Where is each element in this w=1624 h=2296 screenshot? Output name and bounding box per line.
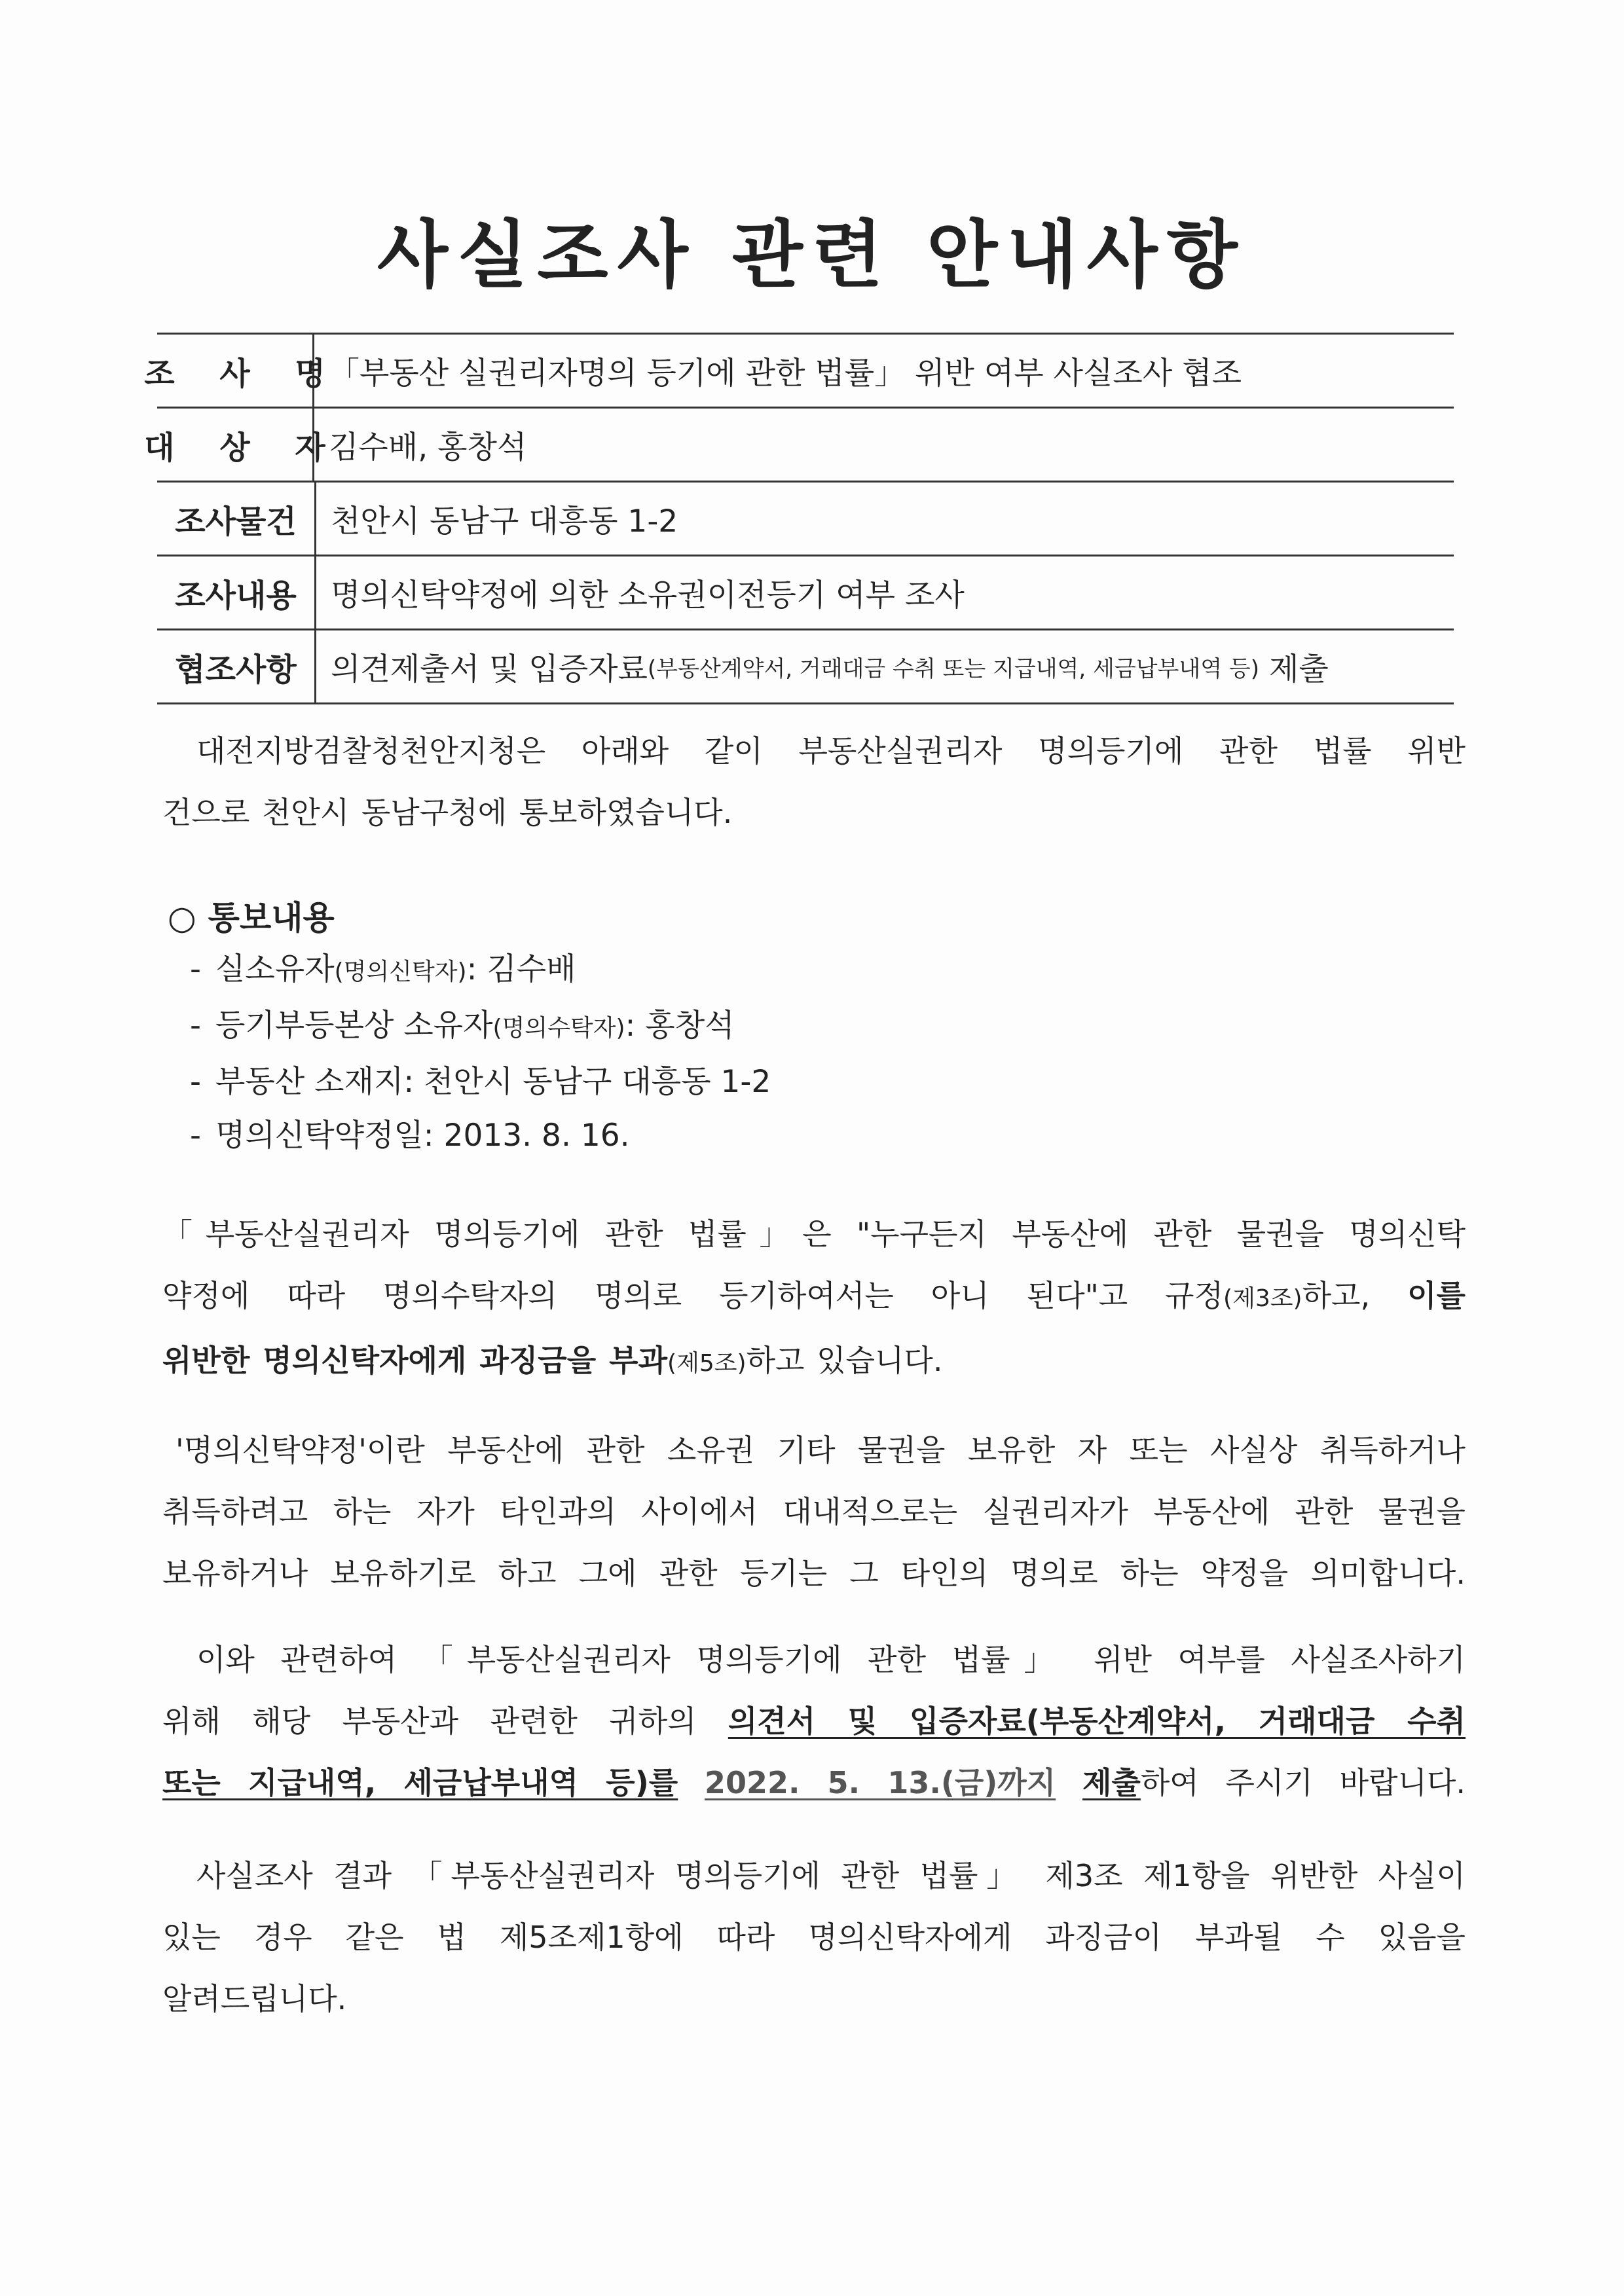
intro-line: 대전지방검찰청천안지청은 아래와 같이 부동산실권리자 명의등기에 관한 법률 위반 (196, 733, 1466, 769)
info-value: 「부동산 실권리자명의 등기에 관한 법률」 위반 여부 사실조사 협조 (329, 355, 1242, 392)
info-label: 조사내용 (157, 556, 316, 629)
notice-heading (168, 892, 335, 939)
intro-paragraph (162, 720, 1466, 843)
definition-line: 보유하거나 보유하기로 하고 그에 관한 등기는 그 타인의 명의로 하는 약정을 의미합니다. (162, 1556, 1466, 1591)
notice-item (190, 1109, 771, 1163)
deadline-date: 2022. 5. 13.(금)까지 (704, 1765, 1056, 1800)
notice-item-value: : 홍창석 (625, 1008, 735, 1044)
circle-bullet-icon: ○ (168, 899, 196, 937)
info-label: 협조사항 (157, 630, 316, 702)
info-row (144, 409, 1454, 483)
request-line: 또는 지급내역, 세금납부내역 등)를 2022. 5. 13.(금)까지 제출하여 주시기 바랍니다. (162, 1765, 1466, 1800)
definition-paragraph (162, 1419, 1466, 1604)
result-line: 있는 경우 같은 법 제5조제1항에 따라 명의신탁자에게 과징금이 부과될 수 있음을 (162, 1920, 1466, 1955)
notice-item-detail: (명의신탁자) (334, 958, 467, 985)
notice-item-detail: (명의수탁자) (492, 1015, 625, 1042)
law-line: 「부동산실권리자 명의등기에 관한 법률」은 "누구든지 부동산에 관한 물권을 명의신탁 (162, 1216, 1466, 1252)
notice-item-text: 부동산 소재지: 천안시 동남구 대흥동 1-2 (215, 1064, 771, 1100)
notice-item-value: : 김수배 (466, 951, 576, 987)
info-row (157, 556, 1454, 630)
request-line: 위해 해당 부동산과 관련한 귀하의 의견서 및 입증자료(부동산계약서, 거래대금 수취 (162, 1704, 1466, 1739)
dash-bullet-icon: - (190, 951, 201, 987)
notice-item-text: 실소유자 (215, 951, 335, 987)
info-table (144, 333, 1454, 704)
notice-heading-text: 통보내용 (208, 899, 335, 937)
notice-item-text: 등기부등본상 소유자 (215, 1008, 493, 1044)
dash-bullet-icon: - (190, 1118, 201, 1154)
law-line: 약정에 따라 명의수탁자의 명의로 등기하여서는 아니 된다"고 규정(제3조)하고, 이를 (162, 1278, 1466, 1313)
notice-list (190, 943, 771, 1163)
intro-line: 건으로 천안시 동남구청에 통보하였습니다. (162, 795, 733, 830)
request-paragraph (162, 1629, 1466, 1813)
info-label: 대 상 자 (157, 409, 314, 481)
definition-line: 취득하려고 하는 자가 타인과의 사이에서 대내적으로는 실권리자가 부동산에 관한 물권을 (162, 1494, 1466, 1529)
info-value: 김수배, 홍창석 (329, 429, 527, 465)
result-paragraph (162, 1845, 1466, 2030)
law-line: 위반한 명의신탁자에게 과징금을 부과(제5조)하고 있습니다. (162, 1343, 943, 1378)
info-label: 조사물건 (157, 483, 316, 555)
info-value-tail: 제출 (1268, 651, 1329, 687)
page-title: 사실조사 관련 안내사항 (377, 213, 1247, 298)
info-row (157, 483, 1454, 556)
info-value (316, 630, 1454, 702)
notice-item (190, 943, 771, 999)
result-line: 알려드립니다. (162, 1981, 347, 2016)
info-value: 천안시 동남구 대흥동 1-2 (331, 503, 678, 539)
notice-item (190, 1055, 771, 1109)
law-paragraph (162, 1203, 1466, 1394)
info-value-detail: (부동산계약서, 거래대금 수취 또는 지급내역, 세금납부내역 등) (647, 655, 1259, 682)
notice-item (190, 999, 771, 1055)
info-row (157, 630, 1454, 704)
result-line: 사실조사 결과 「부동산실권리자 명의등기에 관한 법률」 제3조 제1항을 위반한 사실이 (196, 1858, 1466, 1893)
info-row (144, 333, 1454, 409)
dash-bullet-icon: - (190, 1008, 201, 1044)
info-value-main: 의견제출서 및 입증자료 (331, 651, 648, 687)
info-value: 명의신탁약정에 의한 소유권이전등기 여부 조사 (331, 577, 965, 613)
notice-item-text: 명의신탁약정일: 2013. 8. 16. (215, 1118, 630, 1154)
dash-bullet-icon: - (190, 1064, 201, 1100)
definition-line: '명의신탁약정'이란 부동산에 관한 소유권 기타 물권을 보유한 자 또는 사실상 취득하거나 (175, 1432, 1466, 1468)
info-label: 조 사 명 (157, 335, 314, 407)
request-line: 이와 관련하여 「부동산실권리자 명의등기에 관한 법률」 위반 여부를 사실조사하기 (196, 1642, 1466, 1677)
